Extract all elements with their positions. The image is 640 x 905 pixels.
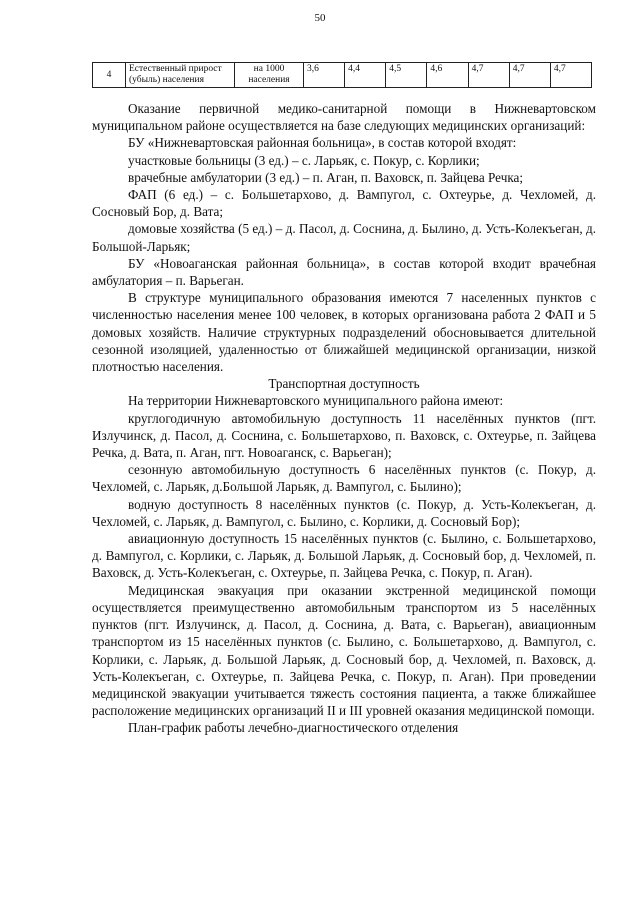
paragraph-transport-intro: На территории Нижневартовского муниципального района имеют: bbox=[128, 393, 504, 409]
indicator-table bbox=[92, 62, 592, 88]
unit-cell: на 1000 населения bbox=[235, 63, 304, 88]
section-heading: Транспортная доступность bbox=[268, 376, 420, 392]
paragraph-hospital-na: БУ «Новоаганская районная больница», в состав которой входит врачебная амбулатория – п. Варьеган. bbox=[92, 255, 596, 289]
paragraph-hospital-nv: БУ «Нижневартовская районная больница», в состав которой входят: bbox=[128, 135, 517, 151]
list-item-district-hospitals: участковые больницы (3 ед.) – с. Ларьяк, с. Покур, с. Корлики; bbox=[128, 152, 480, 168]
list-item-fap: ФАП (6 ед.) – с. Большетархово, д. Вампугол, с. Охтеурье, д. Чехломей, д. Сосновый Бор, д. Вата; bbox=[92, 187, 596, 220]
list-item-water-access: водную доступность 8 населённых пунктов (с. Покур, д. Усть-Колекъеган, д. Чехломей, с. Ларьяк, д. Вампугол, с. Былино, с. Корлики, д. Сосновый Бор); bbox=[92, 496, 596, 529]
indicator-name-cell: Естественный прирост (убыль) населения bbox=[126, 63, 235, 88]
document-body bbox=[92, 100, 596, 737]
list-item-home-units: домовые хозяйства (5 ед.) – д. Пасол, д. Соснина, д. Былино, д. Усть-Колекъеган, д. Большой-Ларьяк; bbox=[92, 221, 596, 254]
list-item-ambulatories: врачебные амбулатории (3 ед.) – п. Аган, п. Ваховск, п. Зайцева Речка; bbox=[128, 169, 524, 185]
paragraph-schedule: План-график работы лечебно-диагностического отделения bbox=[128, 720, 459, 736]
value-cell: 4,7 bbox=[550, 63, 591, 88]
value-cell: 4,4 bbox=[345, 63, 386, 88]
value-cell: 3,6 bbox=[304, 63, 345, 88]
row-number-cell: 4 bbox=[93, 63, 126, 88]
paragraph-evacuation: Медицинская эвакуация при оказании экстренной медицинской помощи осуществляется преимущественно автомобильным транспортом из 5 населённых пунктов (пгт. Излучинск, д. Пасол, д. Соснина, д. Вата, с. Варьеган), авиационным транспортом из 15 населённых пунктов (с. Былино, с. Большетархово, д. Вампугол, с. Корлики, с. Ларьяк, д. Большой Ларьяк, д. Сосновый бор, д. Чехломей, п. Ваховск, д. Усть-Колекъеган, с. Охтеурье, п. Зайцева Речка, с. Покур, п. Аган). При проведении медицинской эвакуации учитывается тяжесть состояния пациента, а также ближайшее расположение медицинских организаций II и III уровней оказания медицинской помощи. bbox=[92, 582, 596, 719]
paragraph-structure: В структуре муниципального образования имеются 7 населенных пунктов с численностью населения менее 100 человек, в которых организована работа 2 ФАП и 5 домовых хозяйств. Наличие структурных подразделений обосновывается длительной сезонной изоляцией, удаленностью от ближайшей медицинской организации, низкой плотностью населения. bbox=[92, 290, 596, 375]
value-cell: 4,7 bbox=[509, 63, 550, 88]
list-item-road-access: круглогодичную автомобильную доступность 11 населённых пунктов (пгт. Излучинск, д. Пасол, д. Соснина, с. Большетархово, п. Ваховск, с. Охтеурье, п. Зайцева Речка, д. Вата, п. Аган, пгт. Новоаганск, с. Варьеган); bbox=[92, 410, 596, 461]
value-cell: 4,7 bbox=[468, 63, 509, 88]
page-number: 50 bbox=[314, 12, 326, 24]
list-item-seasonal-access: сезонную автомобильную доступность 6 населённых пунктов (с. Покур, д. Чехломей, с. Ларьяк, д.Большой Ларьяк, д. Вампугол, с. Былино); bbox=[92, 462, 596, 495]
value-cell: 4,5 bbox=[386, 63, 427, 88]
value-cell: 4,6 bbox=[427, 63, 468, 88]
paragraph-intro: Оказание первичной медико-санитарной помощи в Нижневартовском муниципальном районе осуществляется на базе следующих медицинских организаций: bbox=[92, 101, 596, 134]
table-row bbox=[93, 63, 592, 88]
list-item-air-access: авиационную доступность 15 населённых пунктов (с. Былино, с. Большетархово, д. Вампугол, с. Корлики, с. Ларьяк, д. Большой Ларьяк, д. Сосновый бор, д. Чехломей, п. Ваховск, д. Усть-Колекъеган, с. Охтеурье, п. Зайцева Речка, с. Покур, п. Аган). bbox=[92, 531, 596, 581]
